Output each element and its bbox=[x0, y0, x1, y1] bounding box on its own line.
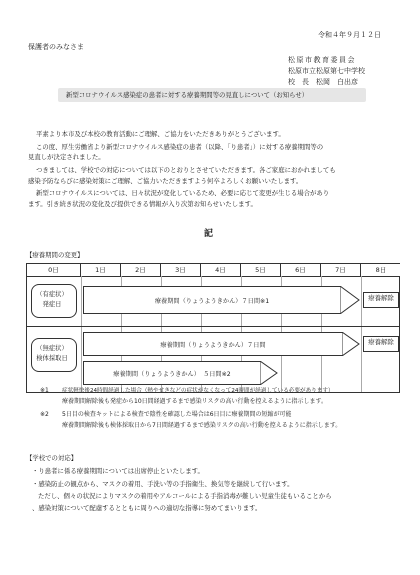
row1-label-onset: 発症日 bbox=[42, 301, 62, 308]
row2-label-sample: 検体採取日 bbox=[36, 355, 68, 362]
row2-period-label: 療養期間（りょうようきかん）７日間 bbox=[160, 341, 266, 349]
row2-period-arrow-body bbox=[83, 332, 343, 356]
row2-short-period-label: 療養期間（りょうようきかん） ５日間※2 bbox=[113, 370, 231, 378]
arrow-head-icon bbox=[340, 286, 360, 314]
grid-line bbox=[81, 276, 82, 392]
row2-period-arrow-7days bbox=[83, 332, 359, 356]
note-2-line-a: 5日目の検査キットによる検査で陰性を確認した場合は6日目に療養期間の短縮が可能 bbox=[62, 411, 292, 418]
row-divider bbox=[27, 326, 399, 327]
day-header-1: 1日 bbox=[81, 264, 121, 276]
ki-heading: 記 bbox=[204, 229, 214, 239]
section-title-recuperation: 【療養期間の変更】 bbox=[26, 251, 84, 259]
note-2-mark: ※2 bbox=[40, 411, 49, 418]
row2-release-label: 療養解除 bbox=[368, 338, 394, 346]
grid-line bbox=[361, 276, 362, 392]
document-date: 令和４年９月１２日 bbox=[318, 31, 381, 39]
paragraph-3a: つきましては、学校での対応については以下のとおりとさせていただきます。各ご家庭におかれましても bbox=[36, 166, 336, 174]
row2-period-arrow-5days bbox=[83, 361, 277, 385]
school-line-2: ・感染防止の観点から、マスクの着用、手洗い等の手指衛生、換気等を継続して行います。 bbox=[32, 480, 294, 488]
school-line-3: ただし、個々の状況によりマスクの着用やアルコールによる手指消毒が難しい児童生徒もいることから bbox=[38, 492, 332, 500]
paragraph-2a: この度、厚生労働省より新型コロナウイルス感染症の患者（以降、「り患者」）に対する療養期間等の bbox=[36, 143, 324, 151]
sender-board: 松原市教育委員会 bbox=[288, 56, 356, 64]
row1-release-box bbox=[363, 292, 399, 308]
day-header-5: 5日 bbox=[241, 264, 281, 276]
note-1-line-b: 療養期間解除後も発症から10日間経過するまで感染リスクの高い行動を控えるように指示します。 bbox=[62, 398, 328, 405]
paragraph-4b: ます。引き続き状況の変化及び提供できる情報が入り次第お知らせいたします。 bbox=[28, 200, 257, 208]
row1-release-label: 療養解除 bbox=[368, 294, 394, 302]
note-2-line-b: 療養期間解除後も検体採取日から7日間経過するまで感染リスクの高い行動を控えるように指示します。 bbox=[62, 422, 342, 429]
day-header-2: 2日 bbox=[121, 264, 161, 276]
day-header-4: 4日 bbox=[201, 264, 241, 276]
day-header-6: 6日 bbox=[281, 264, 321, 276]
row1-period-label: 療養期間（りょうようきかん）７日間※1 bbox=[154, 297, 270, 305]
paragraph-1: 平素より本市及び本校の教育活動にご理解、ご協力をいただきありがとうございます。 bbox=[36, 130, 285, 138]
note-1-line-a: 症状軽快後24時間経過した場合（熱やせきなどの症状がなくなって24時間が経過している必要があります） bbox=[62, 388, 334, 394]
row1-label-symptomatic: （有症状） bbox=[36, 291, 68, 298]
row2-label-asymptomatic: （無症状） bbox=[36, 345, 68, 352]
addressee: 保護者のみなさま bbox=[28, 43, 84, 51]
school-line-4: 、感染対策について配慮するとともに周りへの適切な指導に努めてまいります。 bbox=[32, 504, 262, 512]
row1-period-arrow-body bbox=[83, 286, 341, 314]
arrow-head-icon bbox=[260, 361, 278, 385]
section-title-school: 【学校での対応】 bbox=[26, 454, 78, 462]
day-header-8: 8日 bbox=[361, 264, 401, 276]
day-header-0: 0日 bbox=[27, 264, 81, 276]
school-line-1: ・り患者に係る療養期間については出席停止といたします。 bbox=[32, 467, 204, 475]
sender-principal: 校 長 松岡 白出彦 bbox=[288, 78, 358, 86]
row1-period-arrow bbox=[83, 286, 359, 314]
row2-short-arrow-body bbox=[83, 361, 261, 385]
day-header-3: 3日 bbox=[161, 264, 201, 276]
document-subject: 新型コロナウイルス感染症の患者に対する療養期間等の見直しについて（お知らせ） bbox=[66, 91, 309, 99]
header-divider bbox=[27, 276, 399, 277]
sender-school: 松原市立松原第七中学校 bbox=[288, 67, 365, 75]
row2-release-box bbox=[363, 336, 399, 352]
recuperation-table bbox=[26, 263, 400, 393]
paragraph-2b: 見直しが決定されました。 bbox=[28, 153, 105, 161]
note-1-mark: ※1 bbox=[40, 387, 49, 394]
arrow-head-icon bbox=[342, 332, 360, 356]
paragraph-3b: 感染予防ならびに感染対策にご理解、ご協力いただきますよう何卒よろしくお願いいたします。 bbox=[28, 177, 303, 185]
day-header-7: 7日 bbox=[321, 264, 361, 276]
paragraph-4a: 新型コロナウイルスについては、日々状況が変化しているため、必要に応じて変更が生じる場合があり bbox=[36, 189, 330, 197]
